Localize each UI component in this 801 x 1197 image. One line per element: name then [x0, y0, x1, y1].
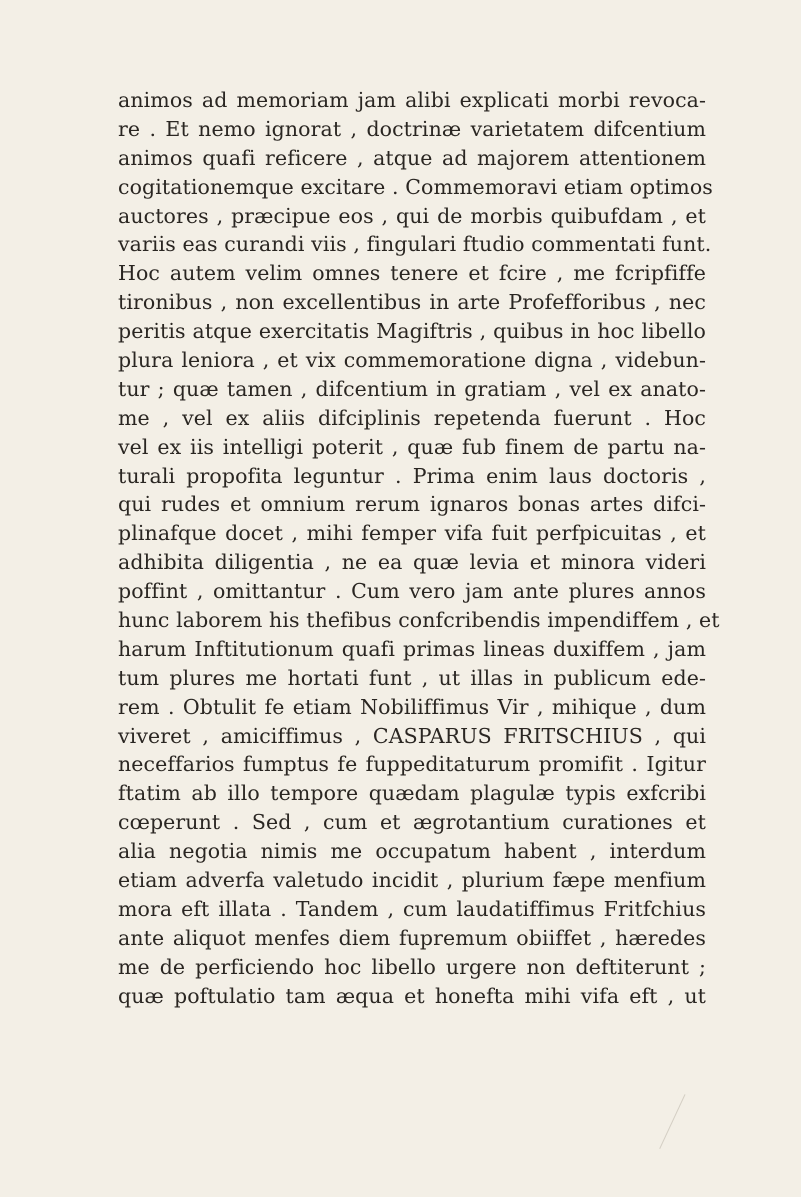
text-line-09: peritis atque exercitatis Magiftris , quibus in hoc libello — [118, 319, 706, 344]
text-line-16: plinafque docet , mihi femper vifa fuit perfpicuitas , et — [118, 521, 706, 546]
text-line-13: vel ex iis intelligi poterit , quæ fub finem de partu na- — [118, 434, 706, 459]
text-line-23: viveret , amiciffimus , CASPARUS FRITSCHIUS , qui — [118, 723, 706, 748]
text-line-26: cœperunt . Sed , cum et ægrotantium curationes et — [118, 810, 706, 835]
text-line-04: cogitationemque excitare . Commemoravi etiam optimos — [118, 174, 713, 199]
text-line-28: etiam adverfa valetudo incidit , plurium fæpe menfium — [118, 868, 706, 893]
text-line-20: harum Inftitutionum quafi primas lineas duxiffem , jam — [118, 636, 706, 661]
text-line-11: tur ; quæ tamen , difcentium in gratiam , vel ex anato- — [118, 376, 706, 401]
text-line-17: adhibita diligentia , ne ea quæ levia et minora videri — [118, 550, 706, 575]
text-line-14: turali propofita leguntur . Prima enim laus doctoris , — [118, 463, 706, 488]
text-line-27: alia negotia nimis me occupatum habent , interdum — [118, 839, 706, 864]
text-line-07: Hoc autem velim omnes tenere et fcire , me fcripfiffe — [118, 261, 706, 286]
text-line-18: poffint , omittantur . Cum vero jam ante plures annos — [118, 579, 706, 604]
text-line-12: me , vel ex aliis difciplinis repetenda fuerunt . Hoc — [118, 405, 706, 430]
text-line-10: plura leniora , et vix commemoratione digna , videbun- — [118, 348, 706, 373]
paper-crease-mark — [659, 1094, 722, 1166]
text-line-05: auctores , præcipue eos , qui de morbis quibufdam , et — [118, 203, 706, 228]
text-line-31: me de perficiendo hoc libello urgere non deftiterunt ; — [118, 954, 706, 979]
text-line-01: animos ad memoriam jam alibi explicati morbi revoca- — [118, 88, 706, 112]
text-line-02: re . Et nemo ignorat , doctrinæ varietatem difcentium — [118, 116, 706, 141]
page-text — [118, 86, 720, 1011]
text-line-24: neceffarios fumptus fe fuppeditaturum promifit . Igitur — [118, 752, 706, 777]
text-line-30: ante aliquot menfes diem fupremum obiiffet , hæredes — [118, 925, 706, 950]
text-line-03: animos quafi reficere , atque ad majorem attentionem — [118, 145, 706, 170]
text-line-25: ftatim ab illo tempore quædam plagulæ typis exfcribi — [118, 781, 706, 806]
text-line-19: hunc laborem his thefibus confcribendis impendiffem , et — [118, 608, 720, 633]
text-line-08: tironibus , non excellentibus in arte Profefforibus , nec — [118, 290, 706, 315]
text-line-29: mora eft illata . Tandem , cum laudatiffimus Fritfchius — [118, 896, 706, 921]
text-line-21: tum plures me hortati funt , ut illas in publicum ede- — [118, 665, 706, 690]
text-line-15: qui rudes et omnium rerum ignaros bonas artes difci- — [118, 492, 706, 517]
text-line-06: variis eas curandi viis , fingulari ftudio commentati funt. — [118, 232, 712, 257]
text-line-32: quæ poftulatio tam æqua et honefta mihi vifa eft , ut — [118, 983, 706, 1008]
text-line-22: rem . Obtulit fe etiam Nobiliffimus Vir , mihique , dum — [118, 694, 706, 719]
